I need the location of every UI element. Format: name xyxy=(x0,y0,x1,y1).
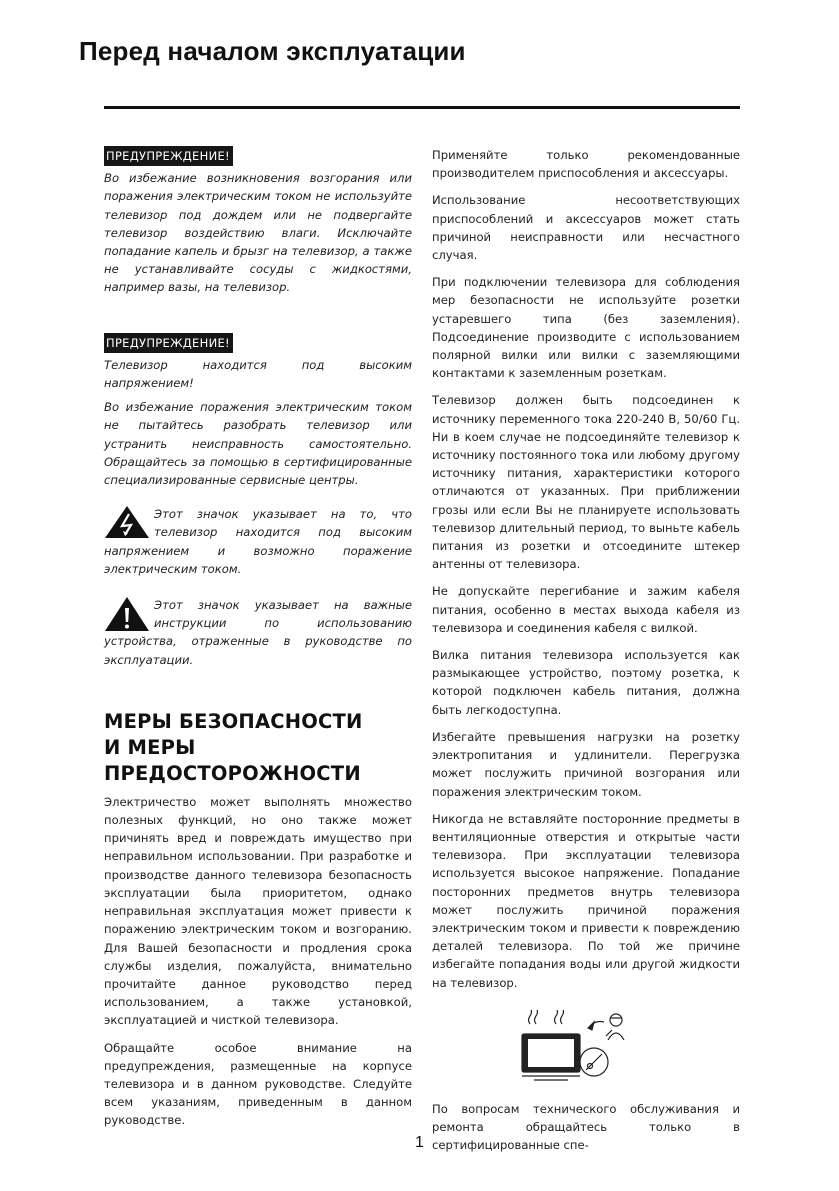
lightning-note-text: Этот значок указывает на то, что телевизор находится под высоким напряжением и возможно поражение электрическим током. xyxy=(104,507,412,576)
section-heading-line1: МЕРЫ БЕЗОПАСНОСТИ xyxy=(104,709,363,733)
section-heading xyxy=(104,709,412,787)
tv-repair-illustration xyxy=(516,1010,626,1090)
warning-label: ПРЕДУПРЕЖДЕНИЕ! xyxy=(104,146,233,166)
warning-text-moisture: Во избежание возникновения возгорания или поражения электрическим током не используйте телевизор под дождем или не подвергайте телевизор воздействию влаги. Исключайте попадание капель и брызг на телевизор, а также не устанавливайте сосуды с жидкостями, например вазы, на телевизор. xyxy=(104,171,412,295)
left-column xyxy=(104,146,412,1130)
safety-paragraph: Использование несоответствующих приспособлений и аксессуаров может стать причиной неисправности или несчастного случая. xyxy=(432,193,740,263)
warning-label: ПРЕДУПРЕЖДЕНИЕ! xyxy=(104,333,233,353)
title-divider xyxy=(104,106,740,109)
safety-paragraph: Применяйте только рекомендованные производителем приспособления и аксессуары. xyxy=(432,148,740,181)
safety-paragraph: Избегайте превышения нагрузки на розетку электропитания и удлинители. Перегрузка может послужить причиной возгорания или поражения электрическим током. xyxy=(432,729,740,799)
service-paragraph: По вопросам технического обслуживания и ремонта обращайтесь только в сертифицированные спе- xyxy=(432,1101,740,1153)
high-voltage-warning-icon xyxy=(104,505,150,539)
page-title: Перед началом эксплуатации xyxy=(79,36,466,66)
lightning-note xyxy=(104,505,412,578)
safety-paragraph: Не допускайте перегибание и зажим кабеля питания, особенно в местах выхода кабеля из телевизора и соединения кабеля с вилкой. xyxy=(432,584,740,635)
page-number: 1 xyxy=(415,1134,424,1151)
safety-paragraph: Никогда не вставляйте посторонние предметы в вентиляционные отверстия и открытые части телевизора. При эксплуатации телевизора используется высокое напряжение. Попадание посторонних предметов внутрь телевизора может послужить причиной поражения электрическим током и привести к повреждению деталей телевизора. По той же причине избегайте попадания воды или другой жидкости на телевизор. xyxy=(432,811,740,990)
safety-paragraph: Вилка питания телевизора используется как размыкающее устройство, поэтому розетка, к которой подключен кабель питания, должна быть легкодоступна. xyxy=(432,648,740,717)
exclamation-note-text: Этот значок указывает на важные инструкции по использованию устройства, отраженные в руководстве по эксплуатации. xyxy=(104,598,412,667)
safety-paragraph: Телевизор должен быть подсоединен к источнику переменного тока 220-240 В, 50/60 Гц. Ни в коем случае не подсоединяйте телевизор к источнику постоянного тока или любому другому источнику питания, характеристики которого отличаются от указанных. При приближении грозы или если Вы не планируете использовать телевизор длительный период, то выньте кабель питания из розетки и отсоедините штекер антенны от телевизора. xyxy=(432,393,740,572)
right-column xyxy=(432,146,740,1154)
warning-high-voltage-line: Телевизор находится под высоким напряжением! xyxy=(104,357,412,391)
warning-text-disassembly: Во избежание поражения электрическим током не пытайтесь разобрать телевизор или устранить неисправность самостоятельно. Обращайтесь за помощью в сертифицированные специализированные сервисные центры. xyxy=(104,400,412,488)
caution-exclamation-icon xyxy=(104,596,150,630)
safety-warnings-paragraph: Обращайте особое внимание на предупреждения, размещенные на корпусе телевизора и в данном руководстве. Следуйте всем указаниям, приведенным в данном руководстве. xyxy=(104,1040,412,1128)
safety-intro-paragraph: Электричество может выполнять множество полезных функций, но оно также может причинять вред и повреждать имущество при неправильном использовании. При разработке и производстве данного телевизора безопасность эксплуатации была приоритетом, однако неправильная эксплуатация может привести к поражению электрическим током и возгоранию. Для Вашей безопасности и продления срока службы изделия, пожалуйста, внимательно прочитайте данное руководство перед использованием, а также установкой, эксплуатацией и чисткой телевизора. xyxy=(104,794,412,1028)
exclamation-note xyxy=(104,596,412,669)
section-heading-line2: И МЕРЫ ПРЕДОСТОРОЖНОСТИ xyxy=(104,735,361,785)
safety-paragraph: При подключении телевизора для соблюдения мер безопасности не используйте розетки устаревшего типа (без заземления). Подсоединение производите с использованием полярной вилки или вилки с заземляющими контактами к заземленным розеткам. xyxy=(432,275,740,381)
